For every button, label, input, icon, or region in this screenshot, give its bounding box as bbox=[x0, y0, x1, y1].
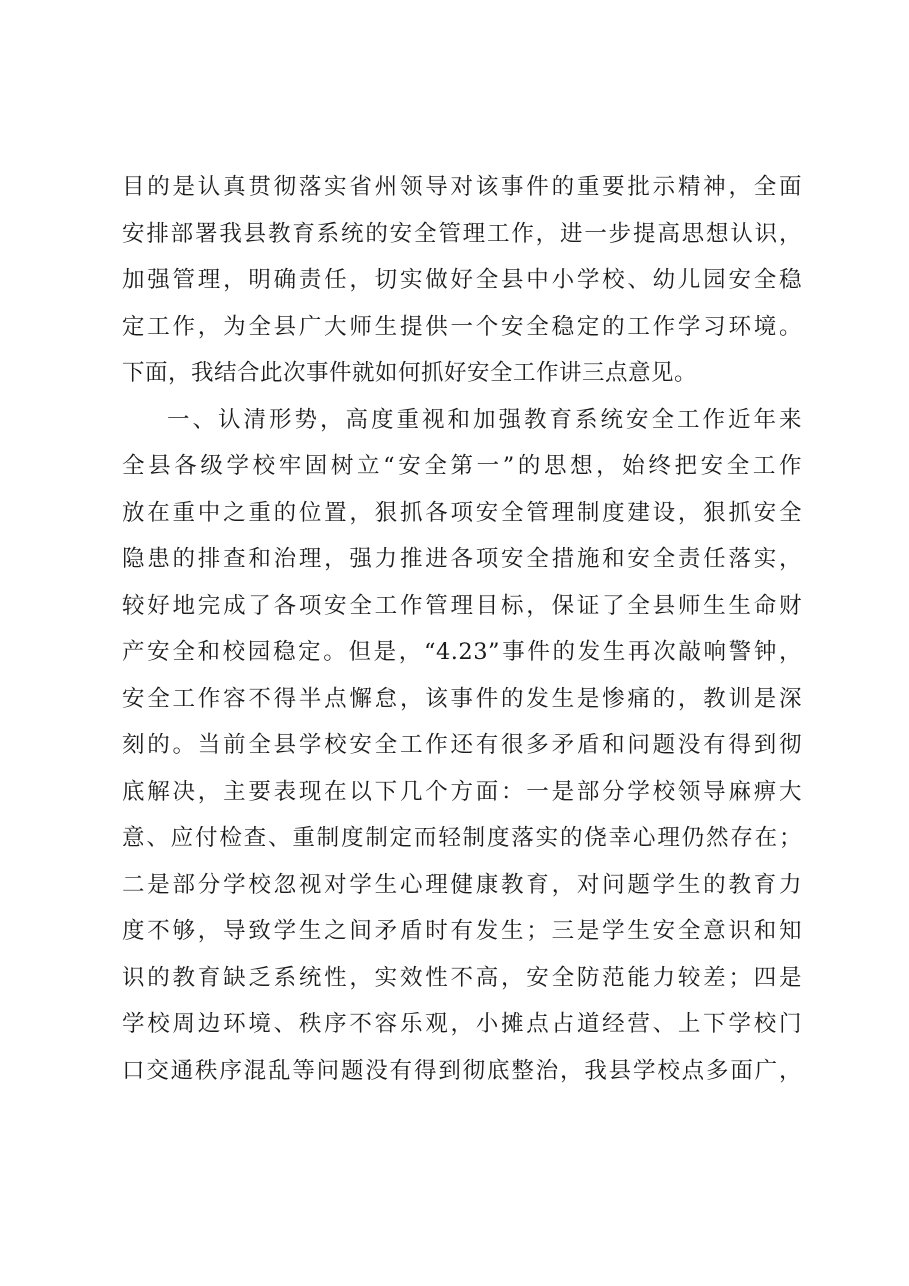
paragraph-line: 较好地完成了各项安全工作管理目标，保证了全县师生生命财 bbox=[122, 592, 802, 619]
paragraph-line: 目的是认真贯彻落实省州领导对该事件的重要批示精神，全面 bbox=[122, 174, 802, 200]
paragraph-line: 定工作，为全县广大师生提供一个安全稳定的工作学习环境。 bbox=[122, 313, 802, 340]
paragraph-line: 加强管理，明确责任，切实做好全县中小学校、幼儿园安全稳 bbox=[122, 267, 802, 293]
body-text bbox=[122, 164, 802, 1094]
paragraph-line: 学校周边环境、秩序不容乐观，小摊点占道经营、上下学校门 bbox=[122, 1011, 802, 1037]
paragraph-line: 产安全和校园稳定。但是，“4.23”事件的发生再次敲响警钟， bbox=[122, 639, 802, 665]
paragraph-line: 刻的。当前全县学校安全工作还有很多矛盾和问题没有得到彻 bbox=[122, 732, 802, 758]
paragraph-line: 放在重中之重的位置，狠抓各项安全管理制度建设，狠抓安全 bbox=[122, 499, 802, 526]
paragraph-2 bbox=[122, 397, 802, 1095]
paragraph-line: 底解决，主要表现在以下几个方面：一是部分学校领导麻痹大 bbox=[122, 778, 802, 805]
paragraph-line: 意、应付检查、重制度制定而轻制度落实的侥幸心理仍然存在； bbox=[122, 825, 802, 851]
paragraph-line: 隐患的排查和治理，强力推进各项安全措施和安全责任落实， bbox=[122, 546, 802, 572]
paragraph-line: 二是部分学校忽视对学生心理健康教育，对问题学生的教育力 bbox=[122, 871, 802, 898]
paragraph-line: 口交通秩序混乱等问题没有得到彻底整治，我县学校点多面广， bbox=[122, 1057, 802, 1084]
paragraph-line: 下面，我结合此次事件就如何抓好安全工作讲三点意见。 bbox=[122, 360, 698, 386]
paragraph-line: 全县各级学校牢固树立“安全第一”的思想，始终把安全工作 bbox=[122, 453, 802, 479]
paragraph-line: 识的教育缺乏系统性，实效性不高，安全防范能力较差；四是 bbox=[122, 964, 802, 991]
paragraph-line: 度不够，导致学生之间矛盾时有发生；三是学生安全意识和知 bbox=[122, 918, 802, 944]
paragraph-1 bbox=[122, 164, 802, 397]
paragraph-line: 安排部署我县教育系统的安全管理工作，进一步提高思想认识， bbox=[122, 220, 802, 247]
paragraph-line: 一、认清形势，高度重视和加强教育系统安全工作近年来 bbox=[167, 406, 802, 433]
paragraph-line: 安全工作容不得半点懈怠，该事件的发生是惨痛的，教训是深 bbox=[122, 685, 802, 712]
